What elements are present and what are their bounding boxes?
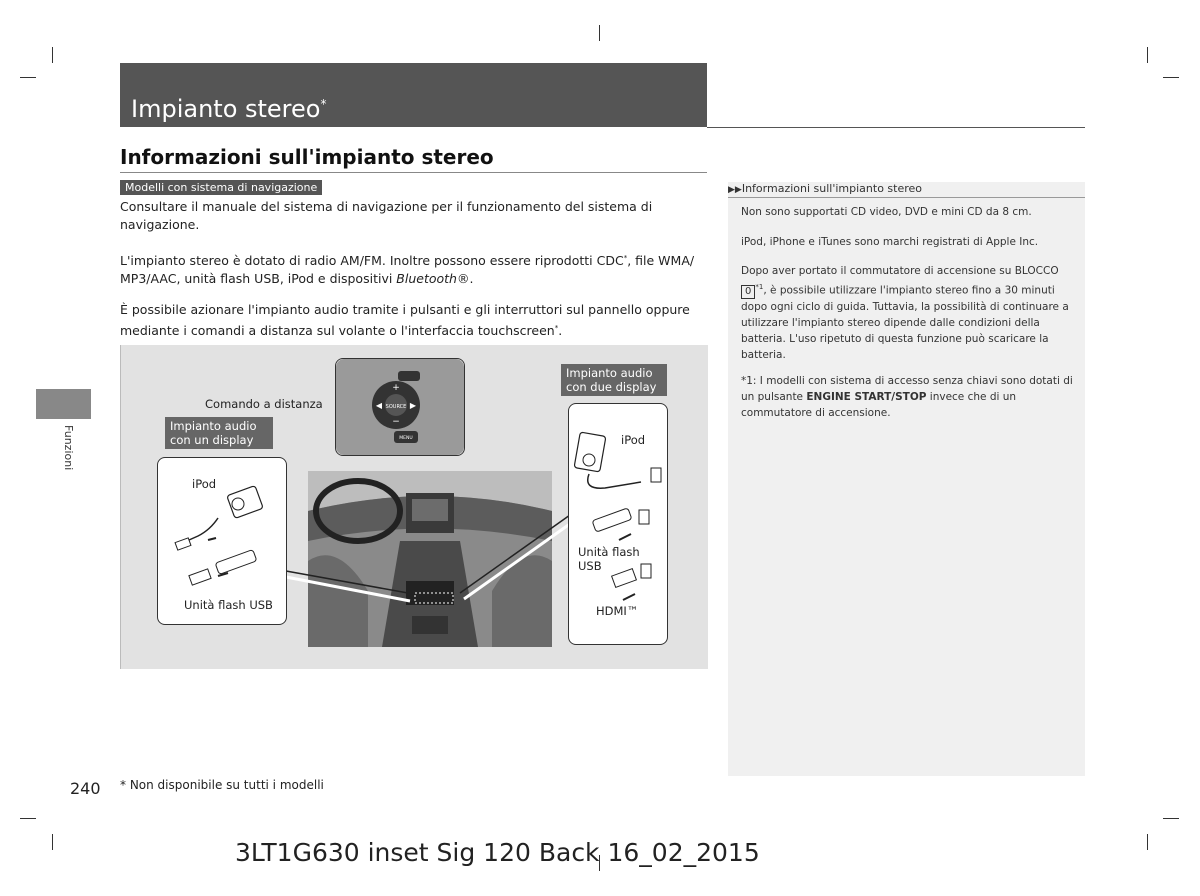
sidebar-note-trademark: iPod, iPhone e iTunes sono marchi registrati di Apple Inc.	[741, 236, 1039, 248]
svg-text:▶: ▶	[409, 401, 417, 410]
sidebar-note-battery: Dopo aver portato il commutatore di accensione su BLOCCO 0 $^{*1}$, è possibile utilizzare l'impianto stereo fino a 30 minuti dopo ogni ciclo di guida. Tuttavia, la possibilità di continuare a utilizzare l'impianto stereo dipende dalle condizioni della batteria. L'uso ripetuto di questa funzione può scaricare la batteria.	[741, 265, 1069, 361]
usb-label-right: Unità flash USB	[578, 545, 640, 573]
header-rule	[707, 127, 1085, 128]
crop-mark	[1147, 47, 1148, 63]
crop-mark	[1163, 77, 1179, 78]
sidebar-heading: ▶▶Informazioni sull'impianto stereo	[728, 182, 923, 195]
usb-label-left: Unità flash USB	[184, 598, 273, 612]
hdmi-label: HDMI™	[596, 604, 639, 618]
print-code: 3LT1G630 inset Sig 120 Back 16_02_2015	[235, 838, 760, 867]
crop-mark	[52, 47, 53, 63]
svg-text:◀: ◀	[375, 401, 383, 410]
page-title: Impianto stereo*	[131, 95, 327, 123]
sidebar-note-cd: Non sono supportati CD video, DVD e mini CD da 8 cm.	[741, 206, 1032, 218]
crop-mark	[599, 25, 600, 41]
steering-remote-graphic	[336, 359, 464, 455]
sidebar-note-footnote: *1: I modelli con sistema di accesso senza chiavi sono dotati di un pulsante ENGINE START/STOP invece che di un commutatore di accensione.	[741, 375, 1073, 419]
crop-mark	[52, 834, 53, 850]
side-tab-label: Funzioni	[62, 425, 75, 471]
menu-button-label: MENU	[399, 436, 413, 441]
ipod-label-right: iPod	[621, 433, 646, 447]
paragraph-navigation: Consultare il manuale del sistema di navigazione per il funzionamento del sistema di navigazione.	[120, 199, 653, 232]
svg-text:+: +	[392, 383, 400, 393]
crop-mark	[20, 818, 36, 819]
lock-key: 0	[741, 285, 755, 299]
ipod-label-left: iPod	[192, 477, 217, 491]
crop-mark	[20, 77, 36, 78]
page-number: 240	[70, 779, 101, 798]
dual-display-label: Impianto audio con due display	[561, 364, 667, 396]
paragraph-stereo-features: L'impianto stereo è dotato di radio AM/FM. Inoltre possono essere riprodotti CDC*, file WMA/ MP3/AAC, unità flash USB, iPod e dispositivi Bluetooth®.	[120, 253, 695, 287]
double-chevron-icon: ▶▶	[728, 185, 742, 195]
side-tab	[36, 389, 91, 419]
remote-control-box	[335, 358, 465, 456]
svg-text:−: −	[392, 417, 400, 427]
section-title: Informazioni sull'impianto stereo	[120, 145, 494, 169]
paragraph-controls: È possibile azionare l'impianto audio tramite i pulsanti e gli interruttori sul pannello oppure mediante i comandi a distanza sul volante o l'interfaccia touchscreen*.	[120, 302, 690, 339]
sidebar-rule	[728, 197, 1085, 198]
crop-mark	[1163, 818, 1179, 819]
footnote: * Non disponibile su tutti i modelli	[120, 778, 324, 792]
crop-mark	[1147, 834, 1148, 850]
remote-control-label: Comando a distanza	[205, 397, 323, 411]
section-rule	[120, 172, 707, 173]
source-button-label: SOURCE	[385, 404, 407, 410]
model-tag: Modelli con sistema di navigazione	[120, 180, 322, 195]
single-display-label: Impianto audio con un display	[165, 417, 273, 449]
